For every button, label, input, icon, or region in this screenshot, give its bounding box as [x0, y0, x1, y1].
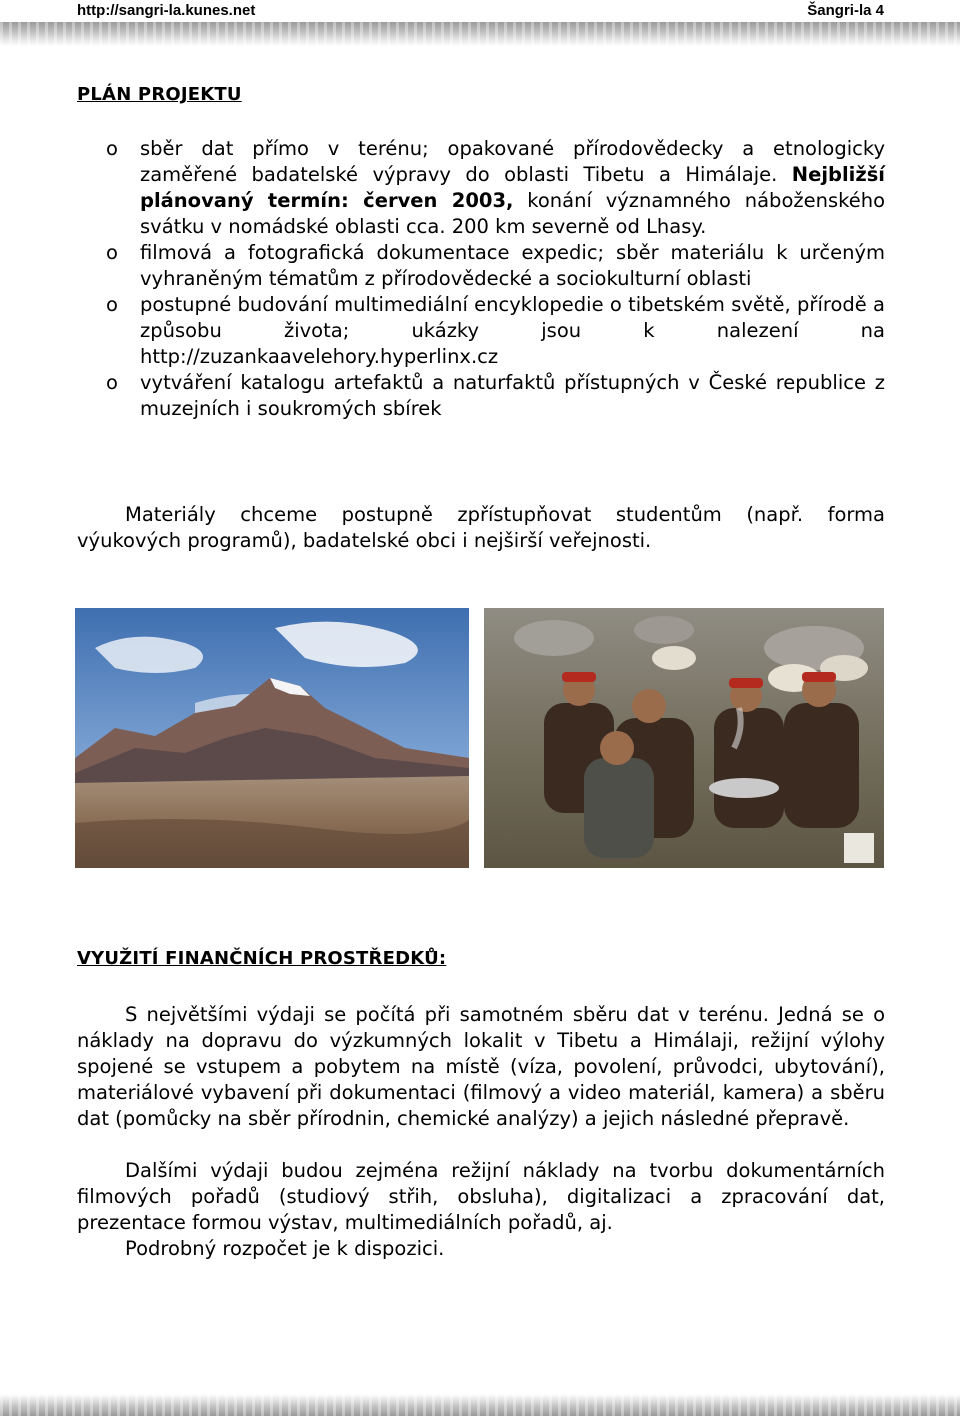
list-item — [77, 240, 885, 292]
bullet-marker: o — [106, 371, 118, 394]
bullet-text: postupné budování multimediální encyklopedie o tibetském světě, přírodě a způsobu života; ukázky jsou k nalezení na http://zuzankaavelehory.hyperlinx.cz — [140, 293, 885, 368]
section-heading-finance — [77, 948, 446, 969]
nomads-group-photo — [484, 608, 884, 868]
header-decorative-band — [0, 22, 960, 46]
section-heading-finance-text: VYUŽITÍ FINANČNÍCH PROSTŘEDKŮ: — [77, 948, 447, 969]
section-heading-plan-text: PLÁN PROJEKTU — [77, 84, 242, 105]
plan-summary-paragraph: Materiály chceme postupně zpřístupňovat studentům (např. forma výukových programů), badatelské obci i nejširší veřejnosti. — [77, 503, 885, 552]
finance-paragraph-1: S největšími výdaji se počítá při samotném sběru dat v terénu. Jedná se o náklady na dopravu do výzkumných lokalit v Tibetu a Himálaji, režijní výlohy spojené se vstupem a pobytem na místě (víza, povolení, průvodci, ubytování), materiálové vybavení při dokumentaci (filmový a video materiál, kamera) a sběru dat (pomůcky na sběr přírodnin, chemické analýzy) a jejich následné přepravě. — [77, 1003, 885, 1130]
plan-bullet-list — [77, 136, 885, 422]
bullet-text-rest: konání významného náboženského svátku v nomádské oblasti cca. 200 km severně od Lhasy. — [140, 189, 886, 238]
list-item — [77, 136, 885, 240]
list-item — [77, 370, 885, 422]
bullet-bold-text: Nejbližší plánovaný termín: červen 2003, — [140, 163, 885, 212]
page-header — [0, 0, 960, 22]
footer-decorative-band — [0, 1394, 960, 1416]
bullet-marker: o — [106, 241, 118, 264]
header-doc-title: Šangri-la 4 — [807, 2, 884, 19]
bullet-text: vytváření katalogu artefaktů a naturfaktů přístupných v České republice z muzejních i soukromých sbírek — [140, 371, 885, 420]
header-site-url: http://sangri-la.kunes.net — [77, 2, 256, 19]
bullet-text: filmová a fotografická dokumentace expedic; sběr materiálu k určeným vyhraněným tématům z přírodovědecké a sociokulturní oblasti — [140, 241, 885, 290]
bullet-text: sběr dat přímo v terénu; opakované přírodovědecky a etnologicky zaměřené badatelské výpravy do oblasti Tibetu a Himálaje. — [140, 137, 885, 186]
mountain-landscape-photo — [75, 608, 469, 868]
section-heading-plan — [77, 84, 242, 105]
bullet-marker: o — [106, 137, 118, 160]
finance-paragraph-2: Dalšími výdaji budou zejména režijní náklady na tvorbu dokumentárních filmových pořadů (studiový střih, obsluha), digitalizaci a zpracování dat, prezentace formou výstav, multimediálních pořadů, aj. — [77, 1159, 885, 1234]
finance-paragraph-3: Podrobný rozpočet je k dispozici. — [125, 1237, 445, 1260]
bullet-marker: o — [106, 293, 118, 316]
list-item — [77, 292, 885, 370]
